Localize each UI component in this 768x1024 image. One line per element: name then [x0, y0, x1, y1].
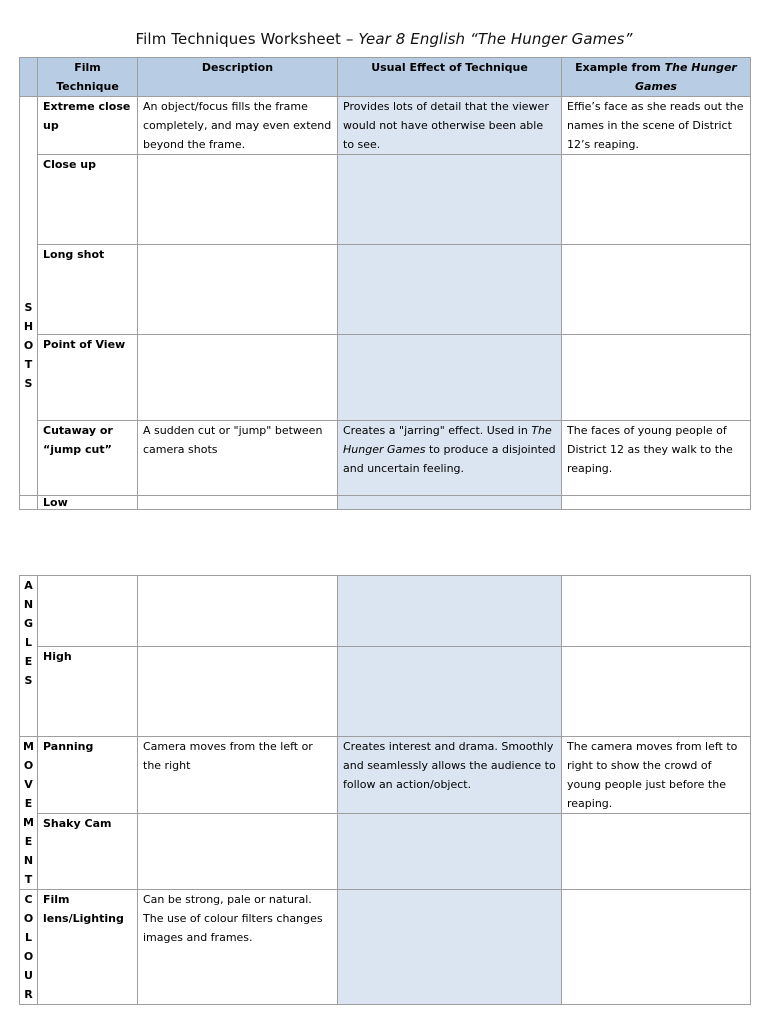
- worksheet-title: [0, 30, 768, 48]
- group-letter: E: [24, 835, 33, 848]
- group-letter: H: [23, 319, 34, 333]
- group-label-empty: [20, 496, 38, 510]
- description-cell: A sudden cut or "jump" between camera shots: [138, 421, 338, 496]
- description-cell: [138, 496, 338, 510]
- description-cell: [138, 245, 338, 335]
- example-cell: The camera moves from left to right to show the crowd of young people just before the reaping.: [562, 737, 751, 814]
- group-letter: S: [24, 376, 33, 390]
- header-row: [20, 58, 751, 97]
- group-letter: E: [24, 655, 33, 668]
- film-techniques-table-2: [19, 575, 751, 1005]
- technique-cell: High: [38, 647, 138, 737]
- group-letter: N: [23, 598, 34, 611]
- table-row: [20, 421, 751, 496]
- group-label-shots: [20, 97, 38, 496]
- description-cell: [138, 155, 338, 245]
- effect-cell: Creates interest and drama. Smoothly and seamlessly allows the audience to follow an action/object.: [338, 737, 562, 814]
- group-letter: R: [24, 988, 33, 1001]
- technique-cell: Long shot: [38, 245, 138, 335]
- group-label-colour: [20, 890, 38, 1005]
- group-letter: S: [24, 300, 33, 314]
- example-cell: [562, 335, 751, 421]
- effect-cell: [338, 245, 562, 335]
- technique-cell: [38, 576, 138, 647]
- description-cell: [138, 576, 338, 647]
- group-letter: A: [24, 579, 33, 592]
- table-row: [20, 245, 751, 335]
- group-letter: L: [24, 931, 32, 944]
- effect-cell: Provides lots of detail that the viewer would not have otherwise been able to see.: [338, 97, 562, 155]
- group-letter: O: [23, 759, 34, 772]
- table-row: [20, 890, 751, 1005]
- group-letter: G: [23, 617, 34, 630]
- group-letter: O: [23, 912, 34, 925]
- group-label-angles: [20, 576, 38, 737]
- effect-cell: [338, 890, 562, 1005]
- description-cell: [138, 814, 338, 890]
- effect-cell: [338, 576, 562, 647]
- technique-cell: Panning: [38, 737, 138, 814]
- example-cell: [562, 647, 751, 737]
- group-letter: E: [24, 797, 33, 810]
- example-cell: [562, 496, 751, 510]
- table-row: [20, 647, 751, 737]
- table-row: [20, 155, 751, 245]
- header-description: Description: [138, 58, 338, 97]
- film-techniques-table-1: [19, 57, 751, 510]
- example-cell: [562, 890, 751, 1005]
- description-cell: Camera moves from the left or the right: [138, 737, 338, 814]
- group-letter: T: [24, 357, 33, 371]
- group-letter: N: [23, 854, 34, 867]
- technique-cell: Point of View: [38, 335, 138, 421]
- example-cell: [562, 155, 751, 245]
- header-effect: Usual Effect of Technique: [338, 58, 562, 97]
- example-cell: The faces of young people of District 12 as they walk to the reaping.: [562, 421, 751, 496]
- group-letter: O: [23, 950, 34, 963]
- header-example-italic: The Hunger Games: [635, 61, 737, 93]
- effect-text: to produce a disjointed and uncertain feeling.: [343, 443, 556, 475]
- example-cell: Effie’s face as she reads out the names in the scene of District 12’s reaping.: [562, 97, 751, 155]
- group-letter: M: [23, 816, 34, 829]
- table-row: [20, 97, 751, 155]
- group-letter: C: [24, 893, 33, 906]
- description-cell: Can be strong, pale or natural. The use of colour filters changes images and frames.: [138, 890, 338, 1005]
- table-row: [20, 496, 751, 510]
- group-letter: L: [24, 636, 32, 649]
- group-letter: U: [24, 969, 33, 982]
- effect-cell: [338, 814, 562, 890]
- effect-cell: [338, 155, 562, 245]
- table-row: [20, 814, 751, 890]
- header-example-prefix: Example from: [575, 61, 665, 74]
- effect-text: Creates a "jarring" effect. Used in: [343, 424, 532, 437]
- group-label-movement: [20, 737, 38, 890]
- example-cell: [562, 245, 751, 335]
- description-cell: [138, 335, 338, 421]
- effect-cell: [338, 335, 562, 421]
- group-letter: T: [24, 873, 33, 886]
- technique-cell: Extreme close up: [38, 97, 138, 155]
- example-cell: [562, 576, 751, 647]
- table-row: [20, 335, 751, 421]
- technique-cell: Shaky Cam: [38, 814, 138, 890]
- effect-cell: [338, 496, 562, 510]
- header-blank-cell: [20, 58, 38, 97]
- title-plain: Film Techniques Worksheet –: [135, 30, 359, 48]
- table-row: [20, 737, 751, 814]
- technique-cell: Close up: [38, 155, 138, 245]
- group-letter: V: [24, 778, 33, 791]
- group-letter: M: [23, 740, 34, 753]
- header-example: [562, 58, 751, 97]
- effect-cell: [338, 647, 562, 737]
- example-cell: [562, 814, 751, 890]
- technique-cell: Cutaway or “jump cut”: [38, 421, 138, 496]
- technique-cell: Low: [38, 496, 138, 510]
- effect-text-italic: The Hunger Games: [343, 424, 552, 456]
- table-row: [20, 576, 751, 647]
- description-cell: [138, 647, 338, 737]
- title-italic: Year 8 English “The Hunger Games”: [358, 30, 633, 48]
- effect-cell: [338, 421, 562, 496]
- group-letter: O: [23, 338, 34, 352]
- technique-cell: Film lens/Lighting: [38, 890, 138, 1005]
- group-letter: S: [24, 674, 33, 687]
- header-technique: Film Technique: [38, 58, 138, 97]
- description-cell: An object/focus fills the frame completely, and may even extend beyond the frame.: [138, 97, 338, 155]
